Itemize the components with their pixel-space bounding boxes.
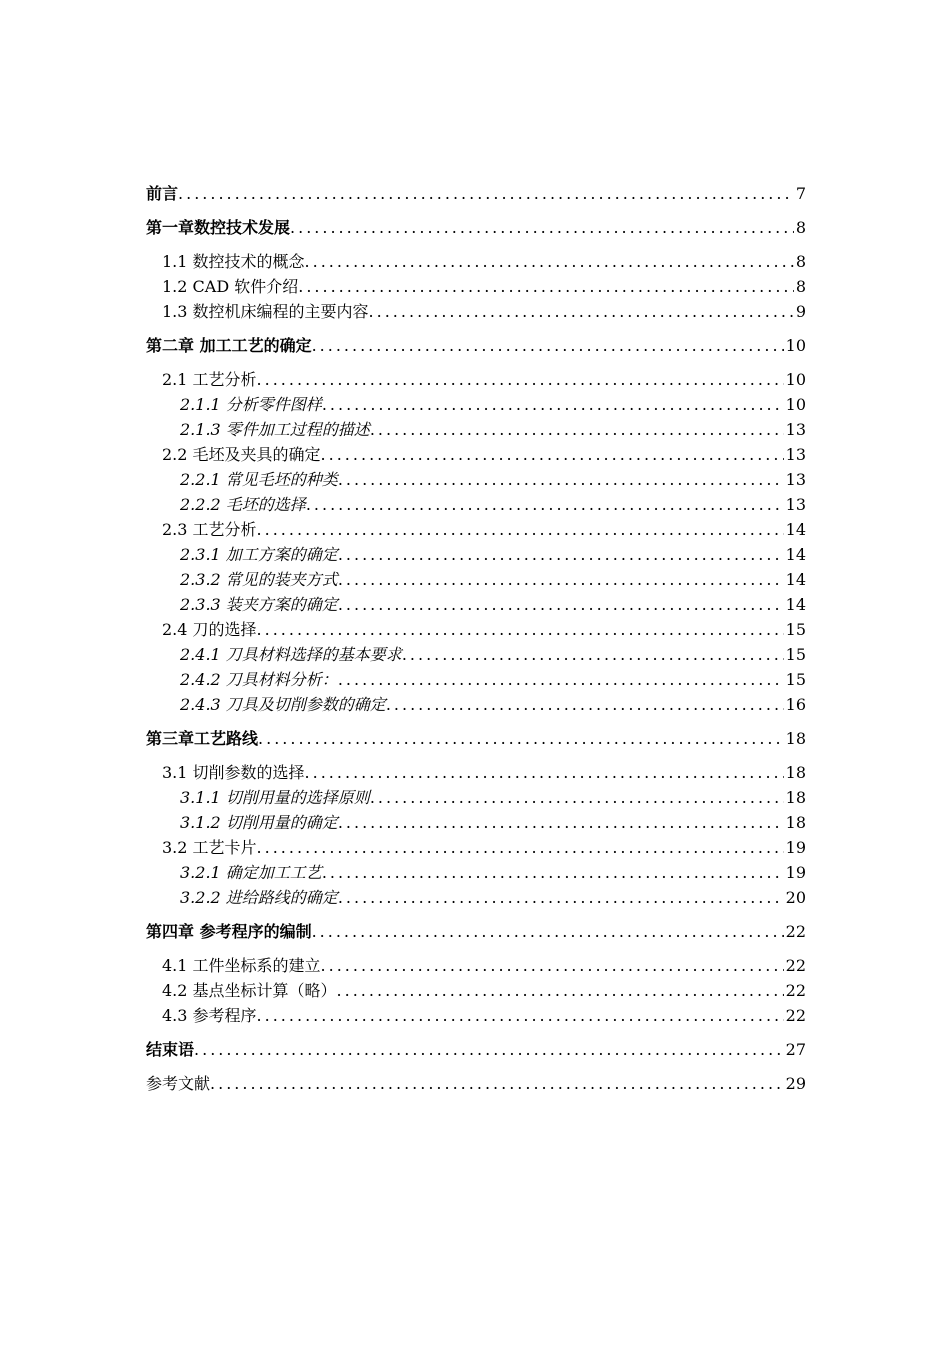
toc-entry[interactable] — [146, 835, 806, 860]
toc-entry-title: 2.1.3 零件加工过程的描述 — [180, 420, 370, 439]
toc-entry[interactable] — [146, 492, 806, 517]
toc-entry-title: 1.1 数控技术的概念 — [162, 252, 305, 271]
toc-page-number: 22 — [785, 922, 806, 941]
toc-page-number: 14 — [785, 595, 806, 614]
toc-page-number: 13 — [785, 470, 806, 489]
toc-entry[interactable] — [146, 1003, 806, 1028]
toc-page-number: 13 — [785, 420, 806, 439]
toc-entry[interactable] — [146, 567, 806, 592]
toc-page-number: 15 — [785, 620, 806, 639]
toc-page-number: 22 — [785, 1006, 806, 1025]
toc-dot-leader — [338, 567, 784, 592]
toc-page-number: 14 — [785, 520, 806, 539]
toc-entry[interactable] — [146, 517, 806, 542]
toc-entry-title: 2.4.2 刀具材料分析： — [180, 670, 338, 689]
toc-entry[interactable] — [146, 760, 806, 785]
toc-dot-leader — [402, 642, 784, 667]
toc-dot-leader — [338, 592, 784, 617]
toc-dot-leader — [369, 299, 794, 324]
toc-entry-title: 2.2.2 毛坯的选择 — [180, 495, 306, 514]
toc-page-number: 18 — [785, 763, 806, 782]
toc-page-number: 22 — [785, 981, 806, 1000]
toc-dot-leader — [305, 249, 794, 274]
toc-entry-title: 3.1 切削参数的选择 — [162, 763, 305, 782]
toc-entry-title: 3.1.1 切削用量的选择原则 — [180, 788, 370, 807]
toc-entry[interactable] — [146, 215, 806, 240]
toc-dot-leader — [290, 215, 794, 240]
toc-entry-title: 第四章 参考程序的编制 — [146, 922, 312, 941]
toc-page-number: 19 — [785, 838, 806, 857]
toc-dot-leader — [312, 919, 784, 944]
toc-entry[interactable] — [146, 978, 806, 1003]
toc-entry[interactable] — [146, 617, 806, 642]
toc-page-number: 29 — [785, 1074, 806, 1093]
toc-entry[interactable] — [146, 592, 806, 617]
toc-dot-leader — [321, 953, 784, 978]
toc-page-number: 9 — [795, 302, 806, 321]
toc-entry[interactable] — [146, 919, 806, 944]
toc-page-number: 10 — [785, 336, 806, 355]
toc-entry[interactable] — [146, 442, 806, 467]
toc-entry[interactable] — [146, 249, 806, 274]
toc-entry[interactable] — [146, 392, 806, 417]
toc-dot-leader — [322, 392, 784, 417]
toc-entry-title: 第三章工艺路线 — [146, 729, 259, 748]
toc-entry[interactable] — [146, 692, 806, 717]
toc-page-number: 18 — [785, 729, 806, 748]
toc-dot-leader — [178, 181, 794, 206]
toc-entry[interactable] — [146, 1037, 806, 1062]
toc-dot-leader — [322, 860, 784, 885]
toc-dot-leader — [257, 617, 784, 642]
toc-entry[interactable] — [146, 181, 806, 206]
toc-entry[interactable] — [146, 810, 806, 835]
toc-dot-leader — [305, 760, 784, 785]
toc-entry-title: 2.3.2 常见的装夹方式 — [180, 570, 338, 589]
toc-entry-title: 2.2 毛坯及夹具的确定 — [162, 445, 321, 464]
toc-page-number: 14 — [785, 570, 806, 589]
toc-dot-leader — [370, 417, 784, 442]
toc-page-number: 10 — [785, 395, 806, 414]
toc-page-number: 20 — [785, 888, 806, 907]
toc-page-number: 10 — [785, 370, 806, 389]
toc-entry-title: 2.1 工艺分析 — [162, 370, 257, 389]
toc-dot-leader — [306, 492, 784, 517]
toc-dot-leader — [257, 367, 784, 392]
toc-dot-leader — [298, 274, 794, 299]
toc-page-number: 7 — [795, 184, 806, 203]
toc-entry[interactable] — [146, 667, 806, 692]
toc-entry-title: 4.3 参考程序 — [162, 1006, 257, 1025]
toc-entry[interactable] — [146, 274, 806, 299]
toc-dot-leader — [338, 667, 784, 692]
toc-entry[interactable] — [146, 299, 806, 324]
toc-page-number: 15 — [785, 670, 806, 689]
toc-entry-title: 2.1.1 分析零件图样 — [180, 395, 322, 414]
toc-entry[interactable] — [146, 726, 806, 751]
toc-entry[interactable] — [146, 785, 806, 810]
toc-page-number: 18 — [785, 813, 806, 832]
toc-dot-leader — [338, 810, 784, 835]
toc-entry-title: 4.1 工件坐标系的建立 — [162, 956, 321, 975]
toc-dot-leader — [321, 442, 784, 467]
toc-entry[interactable] — [146, 642, 806, 667]
toc-page-number: 18 — [785, 788, 806, 807]
toc-dot-leader — [370, 785, 784, 810]
toc-entry-title: 结束语 — [146, 1040, 195, 1059]
toc-page-number: 8 — [795, 277, 806, 296]
toc-entry[interactable] — [146, 1071, 806, 1096]
toc-entry-title: 3.2.1 确定加工工艺 — [180, 863, 322, 882]
toc-dot-leader — [210, 1071, 784, 1096]
toc-dot-leader — [338, 542, 784, 567]
toc-page-number: 27 — [785, 1040, 806, 1059]
table-of-contents — [146, 181, 806, 1096]
toc-entry-title: 第一章数控技术发展 — [146, 218, 291, 237]
toc-entry-title: 前言 — [146, 184, 179, 203]
toc-entry-title: 2.3.3 装夹方案的确定 — [180, 595, 338, 614]
toc-entry-title: 2.4 刀的选择 — [162, 620, 257, 639]
toc-entry-title: 4.2 基点坐标计算（略） — [162, 981, 337, 1000]
toc-dot-leader — [338, 885, 784, 910]
toc-page-number: 8 — [795, 252, 806, 271]
toc-dot-leader — [257, 1003, 784, 1028]
toc-entry[interactable] — [146, 885, 806, 910]
toc-dot-leader — [257, 835, 784, 860]
toc-page-number: 13 — [785, 495, 806, 514]
toc-entry-title: 1.2 CAD 软件介绍 — [162, 277, 299, 296]
toc-entry[interactable] — [146, 367, 806, 392]
toc-entry-title: 2.3 工艺分析 — [162, 520, 257, 539]
toc-page-number: 14 — [785, 545, 806, 564]
toc-page-number: 13 — [785, 445, 806, 464]
toc-page-number: 8 — [795, 218, 806, 237]
toc-page-number: 22 — [785, 956, 806, 975]
toc-entry-title: 3.1.2 切削用量的确定 — [180, 813, 338, 832]
toc-page-number: 19 — [785, 863, 806, 882]
toc-entry-title: 2.2.1 常见毛坯的种类 — [180, 470, 338, 489]
toc-entry[interactable] — [146, 860, 806, 885]
toc-dot-leader — [194, 1037, 784, 1062]
toc-entry-title: 第二章 加工工艺的确定 — [146, 336, 312, 355]
toc-entry-title: 3.2 工艺卡片 — [162, 838, 257, 857]
toc-entry-title: 1.3 数控机床编程的主要内容 — [162, 302, 369, 321]
toc-dot-leader — [257, 517, 784, 542]
toc-entry-title: 2.4.1 刀具材料选择的基本要求 — [180, 645, 402, 664]
toc-entry-title: 参考文献 — [146, 1074, 211, 1093]
toc-dot-leader — [337, 978, 784, 1003]
toc-entry[interactable] — [146, 542, 806, 567]
toc-dot-leader — [258, 726, 784, 751]
toc-entry[interactable] — [146, 417, 806, 442]
toc-entry-title: 3.2.2 进给路线的确定 — [180, 888, 338, 907]
toc-dot-leader — [386, 692, 784, 717]
toc-entry[interactable] — [146, 467, 806, 492]
toc-dot-leader — [338, 467, 784, 492]
toc-page-number: 15 — [785, 645, 806, 664]
toc-entry-title: 2.3.1 加工方案的确定 — [180, 545, 338, 564]
toc-page-number: 16 — [785, 695, 806, 714]
toc-entry-title: 2.4.3 刀具及切削参数的确定 — [180, 695, 386, 714]
toc-dot-leader — [312, 333, 784, 358]
toc-entry[interactable] — [146, 953, 806, 978]
toc-entry[interactable] — [146, 333, 806, 358]
